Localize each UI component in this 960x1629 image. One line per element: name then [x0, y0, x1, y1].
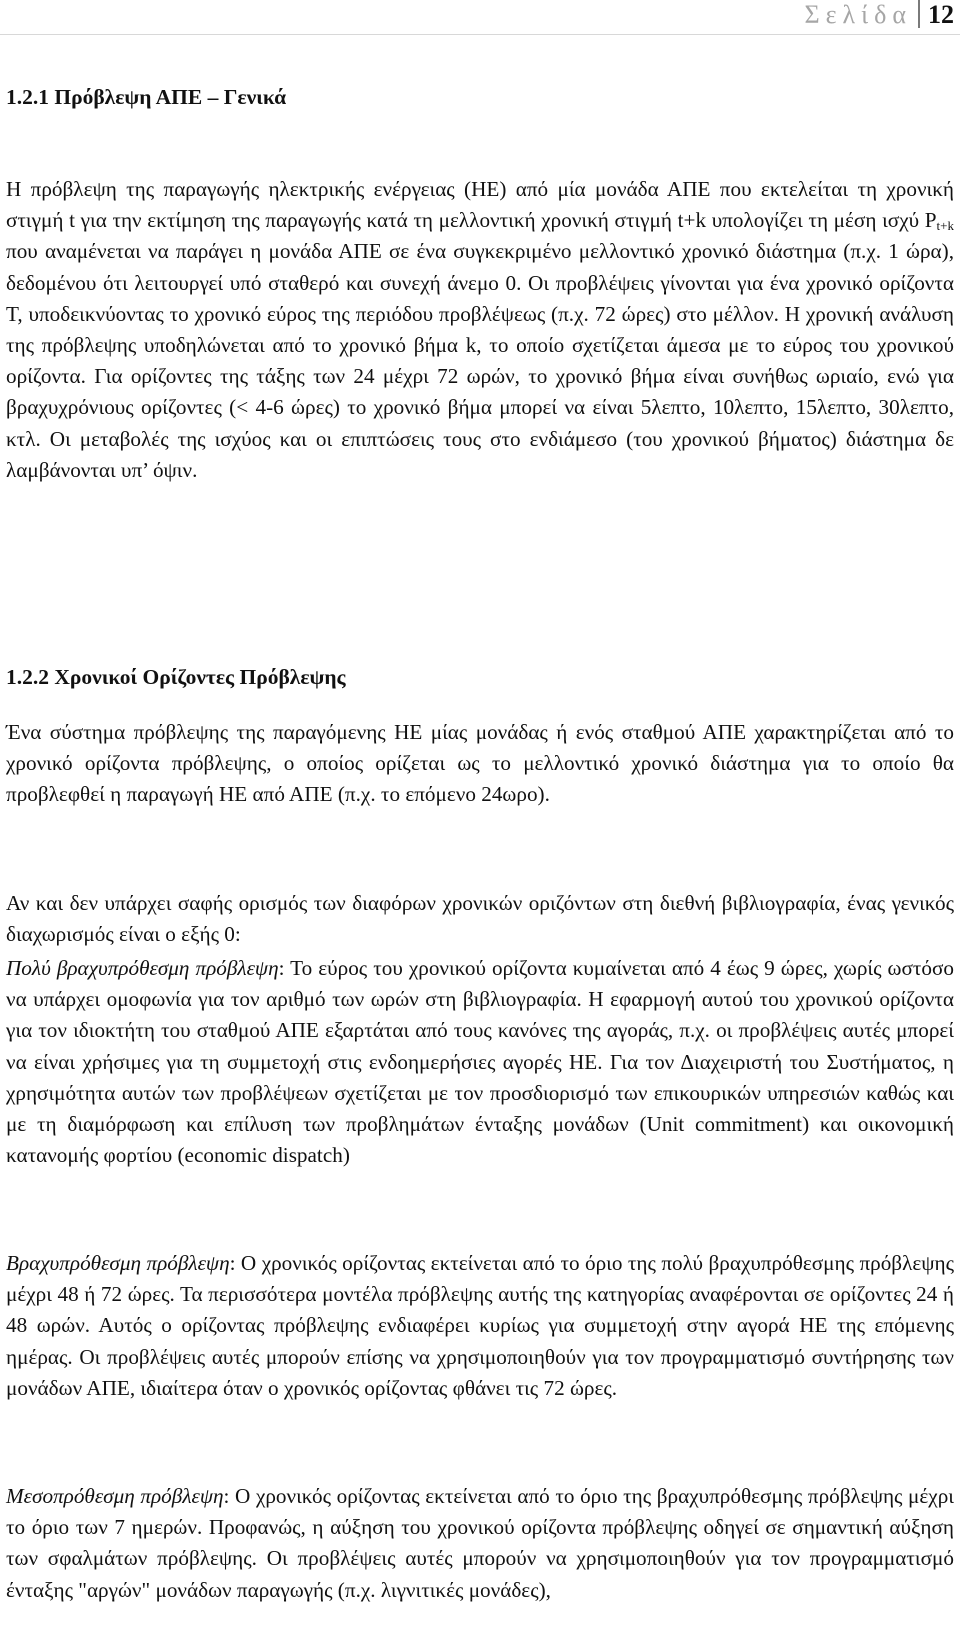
section-2-classification	[6, 888, 954, 950]
term-label: Μεσοπρόθεσμη πρόβλεψη	[6, 1484, 224, 1508]
horizon-item-very-short-term	[6, 953, 954, 1171]
body-paragraph: Αν και δεν υπάρχει σαφής ορισμός των διαφόρων χρονικών οριζόντων στη διεθνή βιβλιογραφία, ένας γενικός διαχωρισμός είναι ο εξής 0:	[6, 891, 954, 947]
horizon-item-medium-term	[6, 1481, 954, 1606]
section-2-intro	[6, 717, 954, 811]
page-header	[0, 0, 960, 35]
body-paragraph	[6, 174, 954, 486]
section-heading: 1.2.1 Πρόβλεψη ΑΠΕ – Γενικά	[6, 85, 287, 109]
page-number: 12	[928, 0, 954, 29]
horizon-item-short-term	[6, 1248, 954, 1404]
term-label: Βραχυπρόθεσμη πρόβλεψη	[6, 1251, 230, 1275]
body-paragraph: Ένα σύστημα πρόβλεψης της παραγόμενης ΗΕ μίας μονάδας ή ενός σταθμού ΑΠΕ χαρακτηρίζεται από το χρονικό ορίζοντα πρόβλεψης, ο οποίος ορίζεται ως το μελλοντικό χρονικό διάστημα για το οποίο θα προβλεφθεί η παραγωγή ΗΕ από ΑΠΕ (π.χ. το επόμενο 24ωρο).	[6, 720, 954, 807]
section-2-heading-block	[6, 662, 954, 693]
term-definition: : Το εύρος του χρονικού ορίζοντα κυμαίνεται από 4 έως 9 ώρες, χωρίς ωστόσο να υπάρχει ομοφωνία για τον αριθμό των ωρών στη βιβλιογραφία. Η εφαρμογή αυτού του χρονικού ορίζοντα για τον ιδιοκτήτη του σταθμού ΑΠΕ εξαρτάται από τους κανόνες της αγοράς, π.χ. οι προβλέψεις αυτές μπορεί να είναι χρήσιμες για τη συμμετοχή στις ενδοημερήσιες αγορές ΗΕ. Για τον Διαχειριστή του Συστήματος, η χρησιμότητα αυτών των προβλέψεων σχετίζεται με τον προσδιορισμό των επικουρικών υπηρεσιών καθώς και με τη διαμόρφωση και επίλυση των προβλημάτων ένταξης μονάδων (Unit commitment) και οικονομική κατανομής φορτίου (economic dispatch)	[6, 956, 954, 1168]
paragraph-text: που αναμένεται να παράγει η μονάδα ΑΠΕ σε ένα συγκεκριμένο μελλοντικό χρονικό διάστημα (π.χ. 1 ώρα), δεδομένου ότι λειτουργεί υπό σταθερό και συνεχή άνεμο 0. Οι προβλέψεις γίνονται για ένα χρονικό ορίζοντα T, υποδεικνύοντας το χρονικό εύρος της περιόδου προβλέψεως (π.χ. 72 ώρες) στο μέλλον. Η χρονική ανάλυση της πρόβλεψης υποδηλώνεται από το χρονικό βήμα k, το οποίο σχετίζεται άμεσα με το εύρος του χρονικού ορίζοντα. Για ορίζοντες της τάξης των 24 μέχρι 72 ωρών, το χρονικό βήμα είναι συνήθως ωριαίο, ενώ για βραχυχρόνιους ορίζοντες (< 4-6 ώρες) το χρονικό βήμα μπορεί να είναι 5λεπτο, 10λεπτο, 15λεπτο, 30λεπτο, κτλ. Οι μεταβολές της ισχύος και οι επιπτώσεις τους στο ενδιάμεσο (του χρονικού βήματος) διάστημα δε λαμβάνονται υπ’ όψιν.	[6, 239, 954, 482]
page-indicator	[804, 0, 954, 30]
section-1-body	[6, 174, 954, 486]
power-subscript: t+k	[936, 218, 954, 234]
term-label: Πολύ βραχυπρόθεσμη πρόβλεψη	[6, 956, 279, 980]
section-heading: 1.2.2 Χρονικοί Ορίζοντες Πρόβλεψης	[6, 665, 346, 689]
paragraph-text: Η πρόβλεψη της παραγωγής ηλεκτρικής ενέργειας (ΗΕ) από μία μονάδα ΑΠΕ που εκτελείται τη χρονική στιγμή t για την εκτίμηση της παραγωγής κατά τη μελλοντική χρονική στιγμή t+k υπολογίζει τη μέση ισχύ P	[6, 177, 954, 233]
section-1-heading-block	[6, 82, 954, 113]
body-paragraph	[6, 953, 954, 1171]
page-label: Σελίδα	[804, 0, 912, 29]
header-divider	[918, 0, 920, 28]
body-paragraph	[6, 1248, 954, 1404]
term-definition: : Ο χρονικός ορίζοντας εκτείνεται από το όριο της πολύ βραχυπρόθεσμης πρόβλεψης μέχρι 48 ή 72 ώρες. Τα περισσότερα μοντέλα πρόβλεψης αυτής της κατηγορίας αναφέρονται σε ορίζοντες 24 ή 48 ωρών. Αυτός ο ορίζοντας πρόβλεψης ενδιαφέρει κυρίως για συμμετοχή στην αγορά ΗΕ της επόμενης ημέρας. Οι προβλέψεις αυτές μπορούν επίσης να χρησιμοποιηθούν για τον προγραμματισμό συντήρησης των μονάδων ΑΠΕ, ιδιαίτερα όταν ο χρονικός ορίζοντας φθάνει τις 72 ώρες.	[6, 1251, 954, 1400]
body-paragraph	[6, 1481, 954, 1606]
term-definition: : Ο χρονικός ορίζοντας εκτείνεται από το όριο της βραχυπρόθεσμης πρόβλεψης μέχρι το όριο των 7 ημερών. Προφανώς, η αύξηση του χρονικού ορίζοντα πρόβλεψης οδηγεί σε σημαντική αύξηση των σφαλμάτων πρόβλεψης. Οι προβλέψεις αυτές μπορούν να χρησιμοποιηθούν για τον προγραμματισμό ένταξης "αργών" μονάδων παραγωγής (π.χ. λιγνιτικές μονάδες),	[6, 1484, 954, 1602]
